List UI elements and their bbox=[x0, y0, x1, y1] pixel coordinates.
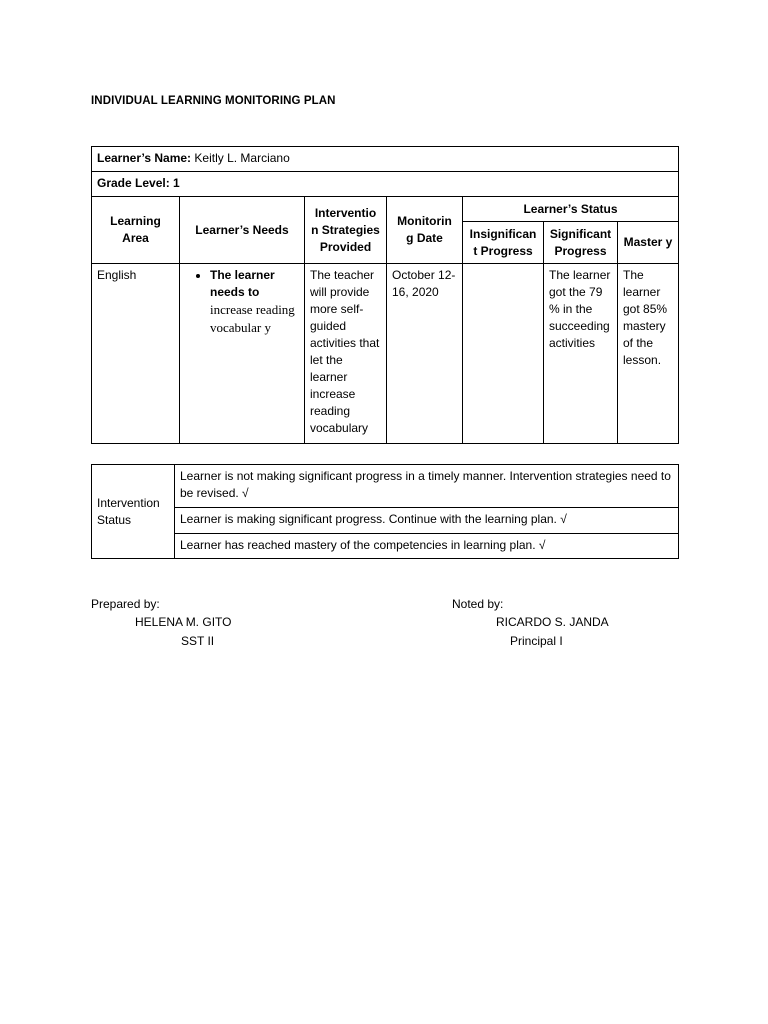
grade-level-value: 1 bbox=[173, 176, 180, 190]
cell-intervention: The teacher will provide more self-guided activities that let the learner increase reading vocabulary bbox=[305, 264, 387, 444]
header-mastery: Master y bbox=[618, 222, 679, 264]
needs-list-item bbox=[210, 267, 299, 337]
intervention-status-table bbox=[91, 464, 679, 559]
needs-list bbox=[185, 267, 299, 337]
cell-learning-area: English bbox=[92, 264, 180, 444]
header-learners-status: Learner’s Status bbox=[463, 197, 679, 222]
header-insignificant-progress: Insignifican t Progress bbox=[463, 222, 544, 264]
need-serif-text: increase reading vocabular y bbox=[210, 302, 295, 335]
header-intervention: Interventio n Strategies Provided bbox=[305, 197, 387, 264]
cell-monitoring-date: October 12-16, 2020 bbox=[387, 264, 463, 444]
status-row-significant: Learner is making significant progress. Continue with the learning plan. √ bbox=[175, 508, 679, 534]
monitoring-plan-table bbox=[91, 146, 679, 444]
header-learning-area: Learning Area bbox=[92, 197, 180, 264]
prepared-by-name: HELENA M. GITO bbox=[135, 615, 232, 629]
grade-level-cell bbox=[92, 172, 679, 197]
noted-by-title: Principal I bbox=[510, 634, 563, 648]
header-learners-needs: Learner’s Needs bbox=[180, 197, 305, 264]
learner-name-label: Learner’s Name: bbox=[97, 151, 192, 165]
document-title: INDIVIDUAL LEARNING MONITORING PLAN bbox=[91, 95, 336, 107]
intervention-status-label: Intervention Status bbox=[92, 465, 175, 559]
header-monitoring-date: Monitorin g Date bbox=[387, 197, 463, 264]
cell-insignificant-progress bbox=[463, 264, 544, 444]
prepared-by-label: Prepared by: bbox=[91, 597, 160, 611]
prepared-by-title: SST II bbox=[181, 634, 215, 648]
learner-name-value: Keitly L. Marciano bbox=[194, 151, 290, 165]
noted-by-label: Noted by: bbox=[452, 597, 504, 611]
learner-name-cell bbox=[92, 147, 679, 172]
cell-learners-needs bbox=[180, 264, 305, 444]
cell-mastery: The learner got 85% mastery of the lesson. bbox=[618, 264, 679, 444]
noted-by-name: RICARDO S. JANDA bbox=[496, 615, 609, 629]
grade-level-label: Grade Level: bbox=[97, 176, 170, 190]
header-significant-progress: Significant Progress bbox=[544, 222, 618, 264]
cell-significant-progress: The learner got the 79 % in the succeeding activities bbox=[544, 264, 618, 444]
status-row-mastery: Learner has reached mastery of the competencies in learning plan. √ bbox=[175, 534, 679, 559]
status-row-not-significant: Learner is not making significant progress in a timely manner. Intervention strategies need to be revised. √ bbox=[175, 465, 679, 508]
need-bold-text: The learner needs to bbox=[210, 268, 275, 299]
